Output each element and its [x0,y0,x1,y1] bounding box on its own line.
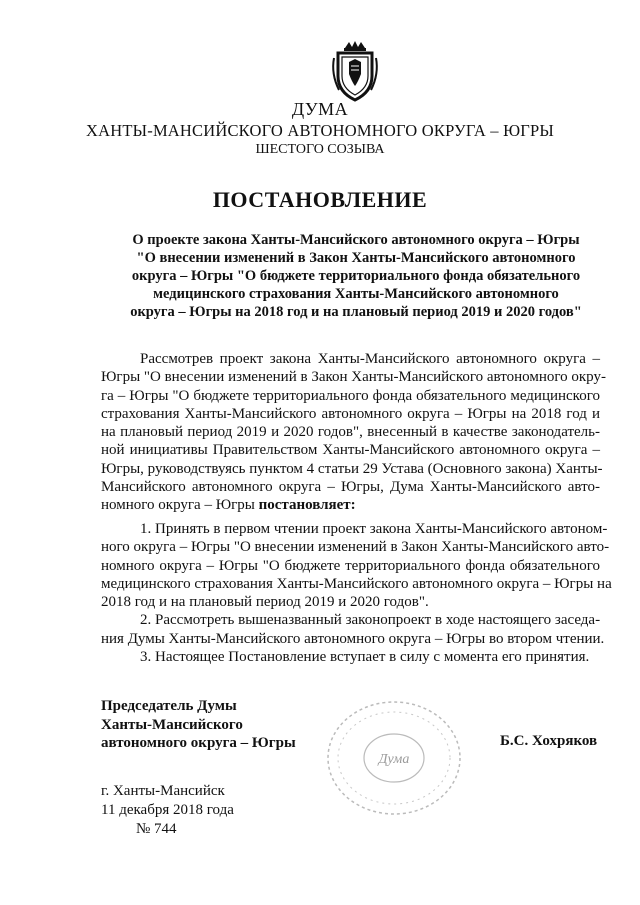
point-line: 3. Настоящее Постановление вступает в силу с момента его принятия. [140,649,590,666]
position-line: Ханты-Мансийского [101,716,243,733]
document-subject [96,231,616,321]
org-title: ДУМА [291,99,349,119]
point-line: ного округа – Югры "О внесении изменений в Закон Ханты-Мансийского авто- [101,539,610,556]
resolution-points [101,520,612,666]
preamble-line: Югры "О внесении изменений в Закон Ханты-Мансийского автономного окру- [101,369,606,386]
preamble-line: Рассмотрев проект закона Ханты-Мансийского автономного округа – [140,351,600,367]
preamble-line: Югры, руководствуясь пунктом 4 статьи 29 Устава (Основного закона) Ханты- [101,460,603,477]
seal-text: Дума [378,752,410,767]
org-region: ХАНТЫ-МАНСИЙСКОГО АВТОНОМНОГО ОКРУГА – ЮГРЫ [86,121,554,140]
official-seal-stamp [312,692,472,822]
preamble-paragraph [101,350,606,515]
subject-line: "О внесении изменений в Закон Ханты-Мансийского автономного [136,250,576,266]
preamble-line: страхования Ханты-Мансийского автономного округа – Югры на 2018 год и [101,405,600,422]
point-line: ния Думы Ханты-Мансийского автономного округа – Югры во втором чтении. [101,630,605,647]
point-line: медицинского страхования Ханты-Мансийского автономного округа – Югры на [101,575,612,592]
city: г. Ханты-Мансийск [101,783,225,799]
signatory-position [101,697,296,753]
preamble-last-text: номного округа – Югры [101,497,259,514]
point-line: 2. Рассмотреть вышеназванный законопроект в ходе настоящего заседа- [140,612,601,629]
preamble-line: на плановый период 2019 и 2020 годов", внесенный в качестве законодатель- [101,424,600,441]
coat-of-arms-icon [329,40,381,102]
preamble-line [101,496,600,514]
preamble-line: га – Югры "О бюджете территориального фонда обязательного медицинского [101,387,600,404]
subject-line: О проекте закона Ханты-Мансийского автономного округа – Югры [132,232,580,248]
preamble-line: Мансийского автономного округа – Югры, Дума Ханты-Мансийского авто- [101,479,600,496]
point-line: номного округа – Югры "О бюджете территориального фонда обязательного [101,557,600,574]
subject-line: округа – Югры на 2018 год и на плановый период 2019 и 2020 годов" [130,304,582,320]
preamble-line: ной инициативы Правительством Ханты-Мансийского автономного округа – [101,442,600,459]
date: 11 декабря 2018 года [101,802,234,818]
resolves-verb: постановляет: [258,497,356,514]
org-convocation: ШЕСТОГО СОЗЫВА [255,142,385,157]
point-line: 1. Принять в первом чтении проект закона Ханты-Мансийского автоном- [140,521,608,537]
subject-line: округа – Югры "О бюджете территориального фонда обязательного [131,268,581,284]
position-line: Председатель Думы [101,698,237,714]
signatory-name: Б.С. Хохряков [500,733,598,749]
document-type: ПОСТАНОВЛЕНИЕ [212,187,428,212]
subject-line: медицинского страхования Ханты-Мансийского автономного [153,286,559,302]
point-line: 2018 год и на плановый период 2019 и 2020 годов". [101,594,429,611]
document-place-date [101,782,234,839]
document-number: № 744 [136,821,177,837]
position-line: автономного округа – Югры [101,735,296,751]
